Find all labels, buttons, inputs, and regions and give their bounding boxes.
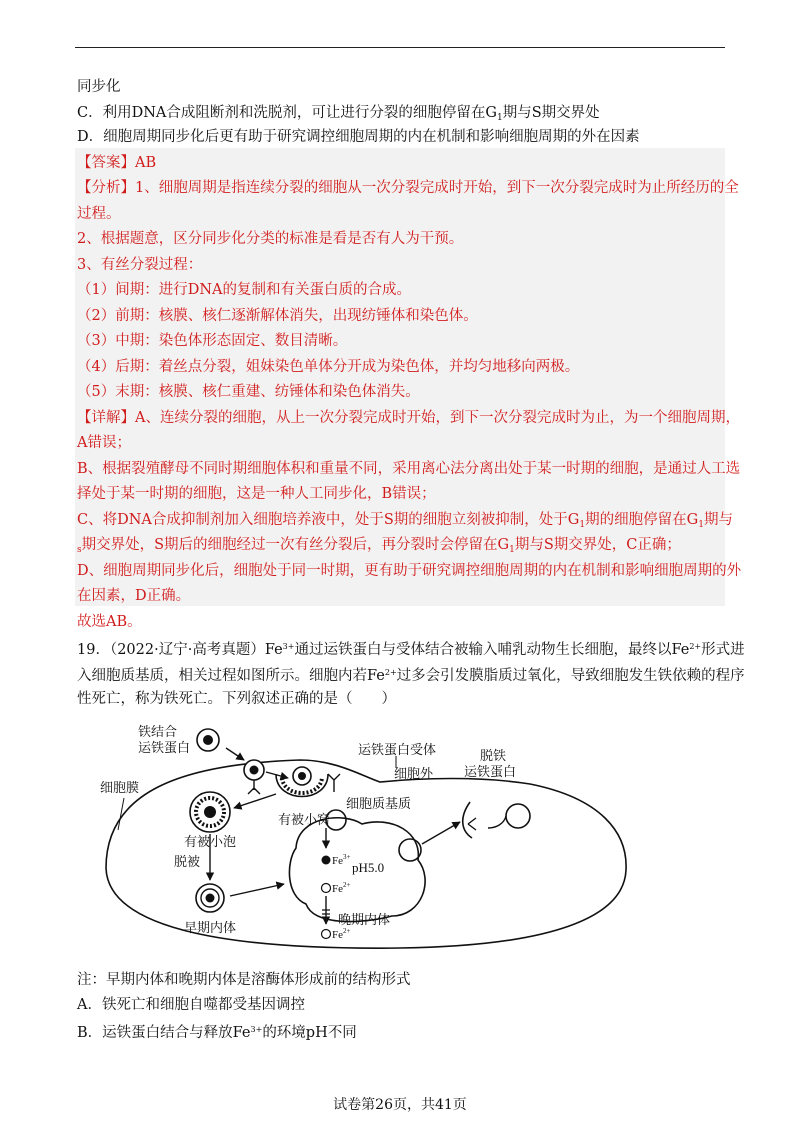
- detail-line: C、将DNA合成抑制剂加入细胞培养液中，处于S期的细胞立刻被抑制，处于$G_1$期的细胞停留在$G_1$期与: [77, 512, 733, 530]
- text-line: 同步化: [77, 79, 121, 95]
- analysis-line: （4）后期：着丝点分裂，姐妹染色单体分开成为染色体，并均匀地移向两极。: [77, 359, 580, 375]
- analysis-line: 3、有丝分裂过程：: [77, 257, 203, 273]
- question-19-line: 性死亡，称为铁死亡。下列叙述正确的是（ ）: [77, 691, 396, 707]
- analysis-line: 过程。: [77, 206, 121, 222]
- analysis-line: 【分析】1、细胞周期是指连续分裂的细胞从一次分裂完成时开始，到下一次分裂完成时为止所经历的全: [77, 180, 739, 196]
- detail-line: $_s$期交界处，S期后的细胞经过一次有丝分裂后，再分裂时会停留在$G_1$期与S期交界处，C正确；: [77, 537, 681, 555]
- label-coated-pit: 有被小窝: [278, 812, 331, 827]
- label-deiron: 运铁蛋白: [464, 764, 517, 779]
- analysis-line: （3）中期：染色体形态固定、数目清晰。: [77, 333, 348, 349]
- detail-line: 【详解】A、连续分裂的细胞，从上一次分裂完成时开始，到下一次分裂完成时为止，为一个细胞周期，: [77, 410, 740, 426]
- diagram-note: 注：早期内体和晚期内体是溶酶体形成前的结构形式: [77, 972, 411, 988]
- label-membrane: 细胞膜: [100, 780, 140, 795]
- arrow: [234, 794, 276, 808]
- option-c: C．利用DNA合成阻断剂和洗脱剂，可让进行分裂的细胞停留在$G_1$期与S期交界处: [77, 105, 600, 123]
- header-rule: [75, 47, 725, 48]
- detail-line: D、细胞周期同步化后，细胞处于同一时期，更有助于研究调控细胞周期的内在机制和影响细胞周期的外: [77, 563, 742, 579]
- label-uncoat: 脱被: [174, 854, 201, 869]
- analysis-line: （1）间期：进行DNA的复制和有关蛋白质的合成。: [77, 282, 412, 298]
- analysis-line: （5）末期：核膜、核仁重建、纺锤体和染色体消失。: [77, 384, 420, 400]
- label-fe2: $Fe^{2+}$: [332, 881, 351, 895]
- detail-line: A错误；: [77, 435, 131, 451]
- label-coated-vesicle: 有被小泡: [184, 834, 237, 849]
- option-a: A．铁死亡和细胞自噬都受基因调控: [77, 997, 305, 1013]
- label-early-endosome: 早期内体: [184, 920, 237, 935]
- arrow: [230, 884, 284, 896]
- label-deiron: 脱铁: [480, 748, 507, 763]
- label-ph: pH5.0: [352, 860, 385, 875]
- answer-label: 【答案】AB: [77, 155, 157, 171]
- detail-line: 在因素，D正确。: [77, 588, 191, 604]
- label-fe3: $Fe^{3+}$: [332, 853, 351, 867]
- question-19-line: 入细胞质基质，相关过程如图所示。细胞内若$Fe^{2+}$过多会引发膜脂质过氧化，导致细胞发生铁依赖的程序: [77, 668, 745, 684]
- option-d: D．细胞周期同步化后更有助于研究调控细胞周期的内在机制和影响细胞周期的外在因素: [77, 129, 640, 145]
- question-19: 19．（2022·辽宁·高考真题）$Fe^{3+}$通过运铁蛋白与受体结合被输入哺乳动物生长细胞，最终以$Fe^{2+}$形式进: [77, 642, 745, 658]
- label-late-endosome: 晚期内体: [338, 912, 391, 927]
- label-iron-bound: 铁结合: [138, 724, 178, 739]
- page-footer: 试卷第26页，共41页: [333, 1097, 467, 1113]
- arrow: [422, 822, 460, 844]
- option-b: B．运铁蛋白结合与释放$Fe^{3+}$的环境pH不同: [77, 1025, 357, 1041]
- analysis-line: 2、根据题意，区分同步化分类的标准是看是否有人为干预。: [77, 231, 464, 247]
- detail-line: B、根据裂殖酵母不同时期细胞体积和重量不同，采用离心法分离出处于某一时期的细胞，是通过人工选: [77, 461, 741, 477]
- label-cytoplasm: 细胞质基质: [346, 796, 412, 811]
- iron-transport-diagram: [100, 720, 640, 952]
- label-iron-bound: 运铁蛋白: [138, 740, 191, 755]
- label-fe2-cytoplasm: $Fe^{2+}$: [332, 927, 351, 941]
- detail-line: 择处于某一时期的细胞，这是一种人工同步化，B错误；: [77, 486, 436, 502]
- conclusion-line: 故选AB。: [77, 614, 142, 630]
- label-outside: 细胞外: [394, 766, 434, 781]
- label-receptor: 运铁蛋白受体: [358, 742, 437, 757]
- arrow: [226, 748, 244, 760]
- arrow: [266, 772, 288, 778]
- analysis-line: （2）前期：核膜、核仁逐渐解体消失，出现纺锤体和染色体。: [77, 308, 478, 324]
